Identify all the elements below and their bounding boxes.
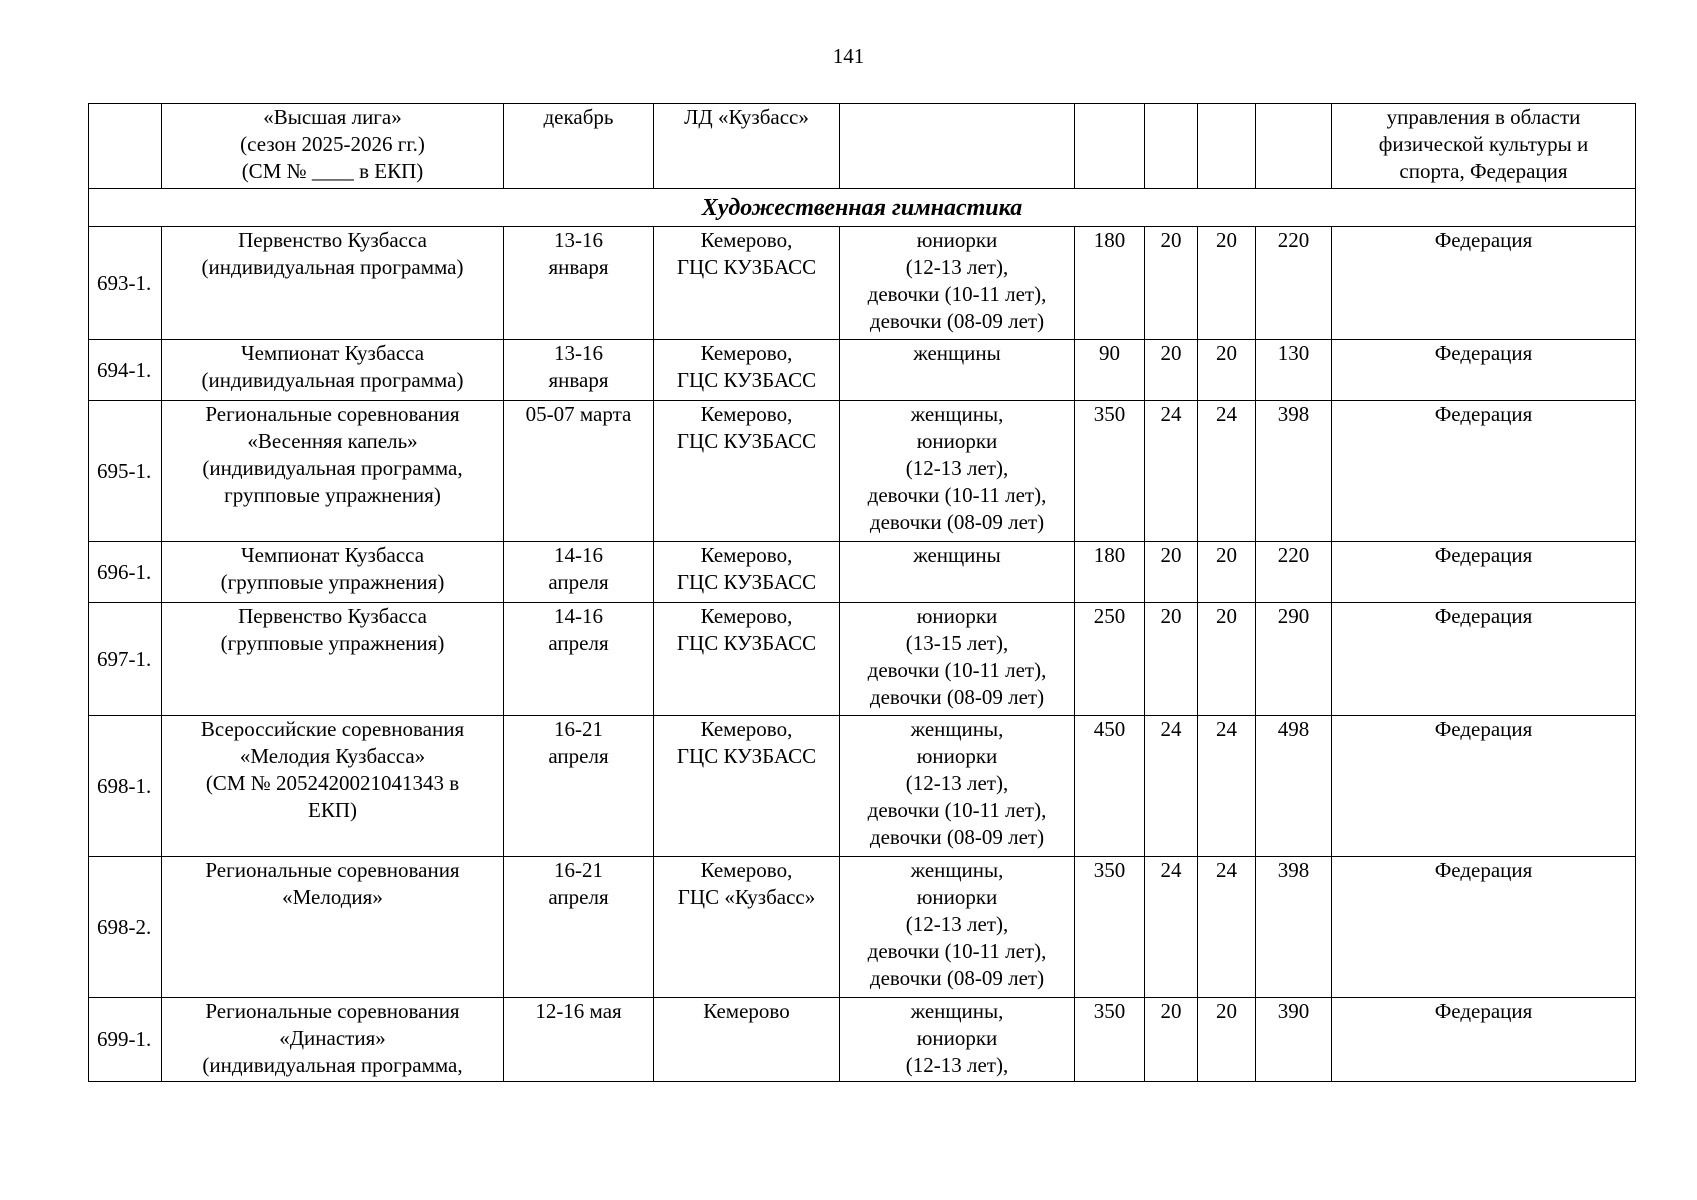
event-date-cell: 13-16 января [504, 227, 654, 340]
event-place-cell: Кемерово, ГЦС КУЗБАСС [654, 227, 840, 340]
total-count-cell: 130 [1256, 340, 1332, 401]
participants-count-cell: 450 [1075, 716, 1145, 857]
participants-count-cell: 350 [1075, 401, 1145, 542]
event-row [89, 340, 1636, 401]
judges-count-cell: 20 [1145, 227, 1198, 340]
coaches-count-cell: 20 [1198, 542, 1256, 603]
section-header-row [89, 189, 1636, 227]
total-count-cell [1256, 104, 1332, 189]
participants-count-cell: 90 [1075, 340, 1145, 401]
organizer-cell: Федерация [1332, 401, 1636, 542]
total-count-cell: 398 [1256, 401, 1332, 542]
organizer-cell: Федерация [1332, 998, 1636, 1082]
event-number-cell: 698-2. [89, 857, 162, 998]
judges-count-cell: 20 [1145, 340, 1198, 401]
coaches-count-cell: 24 [1198, 857, 1256, 998]
event-name-cell: Первенство Кузбасса (групповые упражнения) [162, 603, 504, 716]
continuation-row [89, 104, 1636, 189]
event-name-cell: «Высшая лига» (сезон 2025-2026 гг.) (СМ № ____ в ЕКП) [162, 104, 504, 189]
event-participants-cell: юниорки (12-13 лет), девочки (10-11 лет), девочки (08-09 лет) [840, 227, 1075, 340]
coaches-count-cell: 20 [1198, 998, 1256, 1082]
event-participants-cell: юниорки (13-15 лет), девочки (10-11 лет), девочки (08-09 лет) [840, 603, 1075, 716]
event-participants-cell: женщины, юниорки (12-13 лет), [840, 998, 1075, 1082]
participants-count-cell: 350 [1075, 857, 1145, 998]
total-count-cell: 220 [1256, 227, 1332, 340]
participants-count-cell: 250 [1075, 603, 1145, 716]
judges-count-cell: 20 [1145, 603, 1198, 716]
organizer-cell: Федерация [1332, 340, 1636, 401]
event-row [89, 227, 1636, 340]
event-number-cell: 696-1. [89, 542, 162, 603]
page-number: 141 [832, 44, 865, 68]
coaches-count-cell: 24 [1198, 716, 1256, 857]
events-table [88, 103, 1636, 1082]
event-date-cell: 12-16 мая [504, 998, 654, 1082]
event-date-cell: 13-16 января [504, 340, 654, 401]
section-title: Художественная гимнастика [89, 189, 1636, 227]
organizer-cell: Федерация [1332, 603, 1636, 716]
event-participants-cell: женщины, юниорки (12-13 лет), девочки (10-11 лет), девочки (08-09 лет) [840, 401, 1075, 542]
participants-count-cell: 350 [1075, 998, 1145, 1082]
event-number-cell: 698-1. [89, 716, 162, 857]
event-place-cell: Кемерово, ГЦС КУЗБАСС [654, 603, 840, 716]
event-row [89, 542, 1636, 603]
coaches-count-cell: 24 [1198, 401, 1256, 542]
total-count-cell: 398 [1256, 857, 1332, 998]
event-participants-cell: женщины, юниорки (12-13 лет), девочки (10-11 лет), девочки (08-09 лет) [840, 857, 1075, 998]
event-participants-cell [840, 104, 1075, 189]
event-name-cell: Региональные соревнования «Мелодия» [162, 857, 504, 998]
event-number-cell: 699-1. [89, 998, 162, 1082]
event-row [89, 998, 1636, 1082]
event-row [89, 603, 1636, 716]
event-place-cell: ЛД «Кузбасс» [654, 104, 840, 189]
organizer-cell: Федерация [1332, 716, 1636, 857]
coaches-count-cell: 20 [1198, 603, 1256, 716]
event-date-cell: 16-21 апреля [504, 716, 654, 857]
event-participants-cell: женщины [840, 340, 1075, 401]
event-row [89, 716, 1636, 857]
event-row [89, 401, 1636, 542]
event-row [89, 857, 1636, 998]
event-place-cell: Кемерово, ГЦС КУЗБАСС [654, 401, 840, 542]
event-name-cell: Всероссийские соревнования «Мелодия Кузбасса» (СМ № 2052420021041343 в ЕКП) [162, 716, 504, 857]
judges-count-cell: 20 [1145, 542, 1198, 603]
event-number-cell [89, 104, 162, 189]
participants-count-cell [1075, 104, 1145, 189]
event-date-cell: 14-16 апреля [504, 542, 654, 603]
coaches-count-cell: 20 [1198, 227, 1256, 340]
judges-count-cell: 24 [1145, 401, 1198, 542]
event-number-cell: 693-1. [89, 227, 162, 340]
judges-count-cell [1145, 104, 1198, 189]
organizer-cell: Федерация [1332, 857, 1636, 998]
total-count-cell: 498 [1256, 716, 1332, 857]
total-count-cell: 220 [1256, 542, 1332, 603]
event-number-cell: 695-1. [89, 401, 162, 542]
event-place-cell: Кемерово, ГЦС КУЗБАСС [654, 542, 840, 603]
event-name-cell: Чемпионат Кузбасса (групповые упражнения) [162, 542, 504, 603]
event-name-cell: Региональные соревнования «Династия» (индивидуальная программа, [162, 998, 504, 1082]
judges-count-cell: 24 [1145, 716, 1198, 857]
participants-count-cell: 180 [1075, 227, 1145, 340]
total-count-cell: 290 [1256, 603, 1332, 716]
event-name-cell: Чемпионат Кузбасса (индивидуальная программа) [162, 340, 504, 401]
judges-count-cell: 24 [1145, 857, 1198, 998]
total-count-cell: 390 [1256, 998, 1332, 1082]
event-participants-cell: женщины, юниорки (12-13 лет), девочки (10-11 лет), девочки (08-09 лет) [840, 716, 1075, 857]
participants-count-cell: 180 [1075, 542, 1145, 603]
event-place-cell: Кемерово, ГЦС КУЗБАСС [654, 340, 840, 401]
coaches-count-cell [1198, 104, 1256, 189]
judges-count-cell: 20 [1145, 998, 1198, 1082]
event-date-cell: 14-16 апреля [504, 603, 654, 716]
event-name-cell: Региональные соревнования «Весенняя капель» (индивидуальная программа, групповые упражнения) [162, 401, 504, 542]
event-number-cell: 697-1. [89, 603, 162, 716]
event-place-cell: Кемерово [654, 998, 840, 1082]
event-date-cell: декабрь [504, 104, 654, 189]
event-name-cell: Первенство Кузбасса (индивидуальная программа) [162, 227, 504, 340]
event-date-cell: 05-07 марта [504, 401, 654, 542]
event-number-cell: 694-1. [89, 340, 162, 401]
coaches-count-cell: 20 [1198, 340, 1256, 401]
organizer-cell: Федерация [1332, 542, 1636, 603]
event-participants-cell: женщины [840, 542, 1075, 603]
event-place-cell: Кемерово, ГЦС КУЗБАСС [654, 716, 840, 857]
event-place-cell: Кемерово, ГЦС «Кузбасс» [654, 857, 840, 998]
event-date-cell: 16-21 апреля [504, 857, 654, 998]
organizer-cell: Федерация [1332, 227, 1636, 340]
organizer-cell: управления в области физической культуры и спорта, Федерация [1332, 104, 1636, 189]
